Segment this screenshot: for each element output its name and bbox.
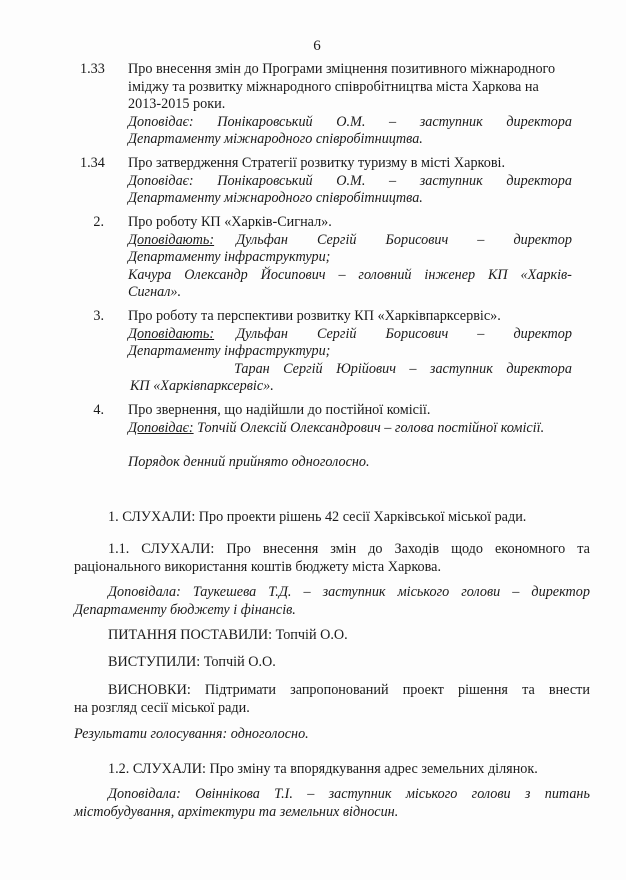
agenda-title-line: іміджу та розвитку міжнародного співробітництва міста Харкова на <box>128 78 539 95</box>
word: «Харків- <box>520 266 572 283</box>
word: та <box>577 541 590 557</box>
reporter-line <box>128 232 572 250</box>
reporter-line: Департаменту міжнародного співробітництва. <box>128 131 423 147</box>
word: голови <box>461 584 501 600</box>
reporter-line: Сигнал». <box>128 284 182 300</box>
word: Доповідає: <box>128 172 194 189</box>
reporter-line <box>128 326 572 344</box>
word: – <box>477 231 485 248</box>
word: Доповідає: <box>128 113 194 130</box>
word: міського <box>397 584 450 600</box>
word: директор <box>513 325 572 342</box>
word: – <box>338 266 346 283</box>
reporter-line: містобудування, архітектури та земельних відносин. <box>74 803 399 820</box>
word: Понікаровський <box>217 113 313 130</box>
word: запропонований <box>290 682 389 698</box>
word: ВИСНОВКИ: <box>108 682 191 698</box>
word: Борисович <box>385 231 449 248</box>
word: 1.1. <box>108 541 130 557</box>
word: – <box>477 325 485 342</box>
word: економного <box>495 541 566 557</box>
reporter-line <box>128 361 572 379</box>
heard-line: раціонального використання коштів бюджету міста Харкова. <box>74 558 441 575</box>
word: директор <box>531 584 590 600</box>
word: Борисович <box>385 325 449 342</box>
word: Доповідала: <box>108 786 181 802</box>
word: Сергій <box>316 231 357 248</box>
word: Т.Д. <box>268 584 292 600</box>
reporter-name <box>236 232 572 250</box>
reporter-line <box>74 584 590 602</box>
word: О.М. <box>336 172 366 189</box>
word: директор <box>513 231 572 248</box>
word: Т.І. <box>274 786 293 802</box>
reporter-line: КП «Харківпарксервіс». <box>130 378 274 394</box>
word: Дульфан <box>236 231 288 248</box>
word: заступник <box>419 113 483 130</box>
word: Дульфан <box>236 325 288 342</box>
word: внести <box>548 682 590 698</box>
word: – <box>409 360 417 377</box>
reporter-line: Департаменту інфраструктури; <box>128 343 331 359</box>
heard-line <box>74 541 590 559</box>
word: Заходів <box>394 541 440 557</box>
reporter-label: Доповідають: <box>128 231 215 248</box>
agenda-item-number: 1.34 <box>80 155 105 171</box>
heard-1-1-reporter <box>74 584 590 619</box>
word: директора <box>506 113 572 130</box>
reporter-line <box>128 267 572 285</box>
reporter-line: Департаменту інфраструктури; <box>128 249 331 265</box>
reporter-line: Департаменту міжнародного співробітництва. <box>128 190 423 206</box>
word: рішення <box>457 682 508 698</box>
word: щодо <box>451 541 483 557</box>
word: директора <box>506 360 572 377</box>
heard-1: 1. СЛУХАЛИ: Про проекти рішень 42 сесії Харківської міської ради. <box>108 509 527 525</box>
word: заступник <box>429 360 493 377</box>
word: Таран <box>234 360 270 377</box>
heard-1-2: 1.2. СЛУХАЛИ: Про зміну та впорядкування адрес земельних ділянок. <box>108 761 538 777</box>
agenda-title-line: Про роботу КП «Харків-Сигнал». <box>128 214 332 230</box>
word: Йосипович <box>260 266 326 283</box>
agenda-title-line: Про внесення змін до Програми зміцнення позитивного міжнародного <box>128 61 556 77</box>
vote-results: Результати голосування: одноголосно. <box>74 726 309 742</box>
agenda-title-line: Про затвердження Стратегії розвитку туризму в місті Харкові. <box>128 155 506 171</box>
heard-1-1 <box>74 541 590 576</box>
word: головний <box>358 266 412 283</box>
agenda-title-line: Про роботу та перспективи розвитку КП «Харківпарксервіс». <box>128 308 501 324</box>
word: інженер <box>424 266 476 283</box>
word: – <box>389 172 397 189</box>
word: – <box>303 584 311 600</box>
word: Качура <box>128 266 172 283</box>
word: – <box>389 113 397 130</box>
word: – <box>307 786 315 802</box>
page-number: 6 <box>313 38 321 54</box>
word: змін <box>330 541 357 557</box>
word: директора <box>506 172 572 189</box>
agenda-item-number: 1.33 <box>80 61 105 77</box>
agenda-item-number: 4. <box>93 402 104 418</box>
word: до <box>368 541 383 557</box>
word: заступник <box>419 172 483 189</box>
reporter-label: Доповідають: <box>128 325 215 342</box>
word: Олександр <box>184 266 248 283</box>
word: Юрійович <box>336 360 396 377</box>
heard-1-2-reporter <box>74 786 590 821</box>
reporter-line <box>128 420 572 438</box>
word: Доповідала: <box>108 584 181 600</box>
word: питань <box>544 786 590 802</box>
word: Овіннікова <box>195 786 260 802</box>
word: Підтримати <box>204 682 276 698</box>
word: Таукешева <box>192 584 257 600</box>
word: голови <box>471 786 511 802</box>
conclusion-line: на розгляд сесії міської ради. <box>74 699 250 716</box>
reporter-line <box>128 173 572 191</box>
reporter-label: Доповідає: <box>128 419 194 436</box>
agenda-item-number: 2. <box>93 214 104 230</box>
conclusions <box>74 682 590 717</box>
word: внесення <box>262 541 319 557</box>
word: Сергій <box>316 325 357 342</box>
word: проект <box>402 682 444 698</box>
reporter-line: Департаменту бюджету і фінансів. <box>74 601 296 618</box>
questions-raised: ПИТАННЯ ПОСТАВИЛИ: Топчій О.О. <box>108 627 348 643</box>
word: – <box>512 584 520 600</box>
word: Про <box>226 541 251 557</box>
word: Сергій <box>283 360 323 377</box>
speakers: ВИСТУПИЛИ: Топчій О.О. <box>108 654 276 670</box>
word: заступник <box>322 584 386 600</box>
agenda-title-line: Про звернення, що надійшли до постійної комісії. <box>128 402 431 418</box>
word: СЛУХАЛИ: <box>141 541 215 557</box>
reporter-line <box>74 786 590 804</box>
word: КП <box>487 266 508 283</box>
reporter-line <box>128 114 572 132</box>
word: міського <box>405 786 458 802</box>
conclusion-line <box>74 682 590 700</box>
word: та <box>522 682 535 698</box>
word: Понікаровський <box>217 172 313 189</box>
word: з <box>524 786 531 802</box>
agenda-title-line: 2013-2015 роки. <box>128 96 226 112</box>
agenda-adopted-note: Порядок денний прийнято одноголосно. <box>128 454 370 470</box>
reporter-name <box>236 326 572 344</box>
reporter-name: Топчій Олексій Олександрович – голова постійної комісії. <box>193 419 545 436</box>
agenda-item-number: 3. <box>93 308 104 324</box>
word: О.М. <box>336 113 366 130</box>
word: заступник <box>328 786 392 802</box>
